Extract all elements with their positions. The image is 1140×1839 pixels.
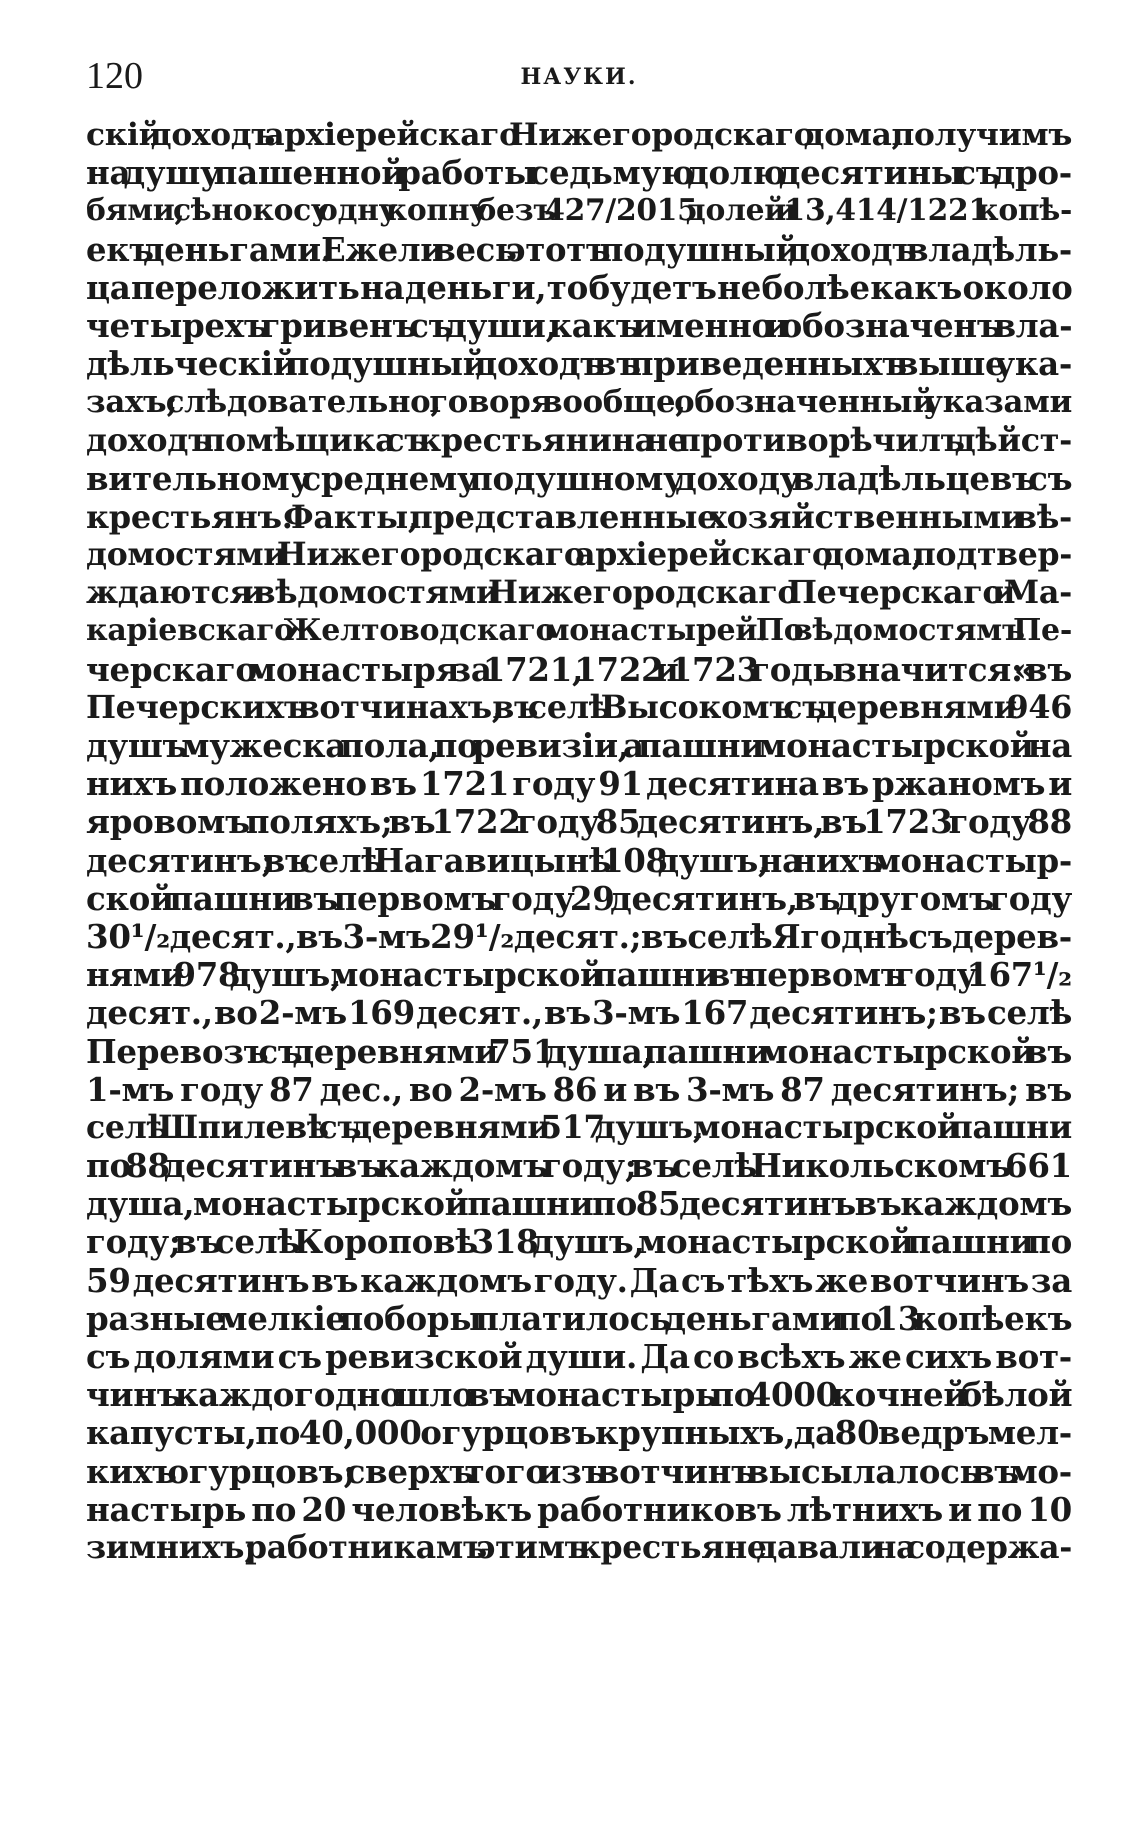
text-line: чинъ каждогодно шло въ монастырь по 4000 кочней бѣлой [86, 1375, 1073, 1415]
text-line: нихъ положено въ 1721 году 91 десятина въ ржаномъ и [86, 764, 1072, 804]
text-line: 1-мъ году 87 дес., во 2-мъ 86 и въ 3-мъ 87 десятинъ; въ [86, 1069, 1073, 1109]
text-line: зимнихъ; работникамъ этимъ крестьяне давали на содержа- [86, 1528, 1072, 1566]
text-line: каріевскаго Желтоводскаго монастырей. По вѣдомостямъ Пе- [86, 613, 1072, 649]
text-line: дѣльческій подушный доходъ въ приведенныхъ выше ука- [86, 344, 1073, 384]
text-line: черскаго монастыря за 1721, 1722 и 1723 годы значится: « въ [86, 649, 1072, 689]
section-title: НАУКИ. [520, 64, 638, 90]
text-line: крестьянъ. Факты, представленные хозяйственными вѣ- [86, 497, 1072, 536]
text-line: душъ мужеска пола, по ревизіи, а пашни монастырской на [86, 726, 1072, 765]
text-line: десятинъ; въ селѣ Нагавицынѣ 108 душъ, на нихъ монастыр- [86, 841, 1072, 880]
text-line: разные мелкіе поборы платилось деньгами по 13 копѣекъ [86, 1298, 1073, 1338]
page-number: 120 [86, 55, 143, 97]
text-line: нями 978 душъ, монастырской пашни въ первомъ году 167¹/₂ [86, 956, 1072, 995]
text-line: ца переложить на деньги, то будетъ не болѣе какъ около [86, 267, 1073, 307]
text-line: екъ деньгами. Ежели весь этотъ подушный доходъ владѣль- [86, 230, 1072, 269]
text-line: капусты, по 40,000 огурцовъ крупныхъ, да 80 ведръ мел- [86, 1413, 1072, 1453]
text-line: десят., во 2-мъ 169 десят., въ 3-мъ 167 десятинъ; въ селѣ [86, 993, 1072, 1033]
text-line: настырь по 20 человѣкъ работниковъ лѣтнихъ и по 10 [86, 1489, 1072, 1529]
running-head [86, 52, 1072, 108]
text-line: яровомъ поляхъ; въ 1722 году 85 десятинъ, въ 1723 году 88 [86, 802, 1072, 842]
text-line: ской пашни въ первомъ году 29 десятинъ, въ другомъ году [86, 878, 1072, 918]
text-line: вительному среднему подушному доходу владѣльцевъ съ [86, 458, 1073, 498]
text-line: душа, монастырской пашни по 85 десятинъ въ каждомъ [86, 1184, 1072, 1224]
text-line: 59 десятинъ въ каждомъ году. Да съ тѣхъ же вотчинъ за [86, 1260, 1072, 1300]
text-line: доходъ помѣщика съ крестьянина не противорѣчилъ дѣйст- [86, 421, 1072, 459]
text-line: году; въ селѣ Короповѣ 318 душъ, монастырской пашни по [86, 1222, 1072, 1262]
text-line: съ долями съ ревизской души. Да со всѣхъ же сихъ вот- [86, 1337, 1072, 1376]
text-line: Печерскихъ вотчинахъ, въ селѣ Высокомъ съ деревнями 946 [86, 688, 1072, 726]
body-text [86, 116, 1072, 1567]
text-line: ждаются и вѣдомостями Нижегородскаго Печерскаго и Ма- [86, 574, 1073, 612]
text-line: на душу пашенной работы седьмую долю десятины съ дро- [86, 153, 1072, 193]
text-line: захъ; слѣдовательно, говоря вообще, обозначенный указами [86, 384, 1072, 421]
text-line: селѣ Шпилевѣ съ деревнями 517 душъ, монастырской пашни [86, 1108, 1072, 1146]
text-line: домостями Нижегородскаго архіерейскаго дома, подтвер- [86, 536, 1072, 574]
text-line: по 88 десятинъ въ каждомъ году; въ селѣ Никольскомъ 661 [86, 1146, 1072, 1186]
text-line: скій доходъ архіерейскаго Нижегородскаго дома, получимъ [86, 117, 1072, 153]
text-line: 30¹/₂ десят., въ 3-мъ 29¹/₂ десят.; въ селѣ Ягоднѣ съ дерев- [86, 916, 1072, 956]
text-line: четырехъ гривенъ съ души, какъ именно и обозначенъ вла- [86, 305, 1073, 345]
book-page [86, 52, 1072, 1567]
text-line: Перевозъ съ деревнями 751 душа, пашни монастырской въ [86, 1031, 1072, 1071]
text-line: кихъ огурцовъ; сверхъ того изъ вотчинъ высылалось въ мо- [86, 1451, 1072, 1491]
text-line: бями, сѣнокосу одну копну безъ 427/2015 долей и 13,414/1221 копѣ- [86, 193, 1072, 229]
